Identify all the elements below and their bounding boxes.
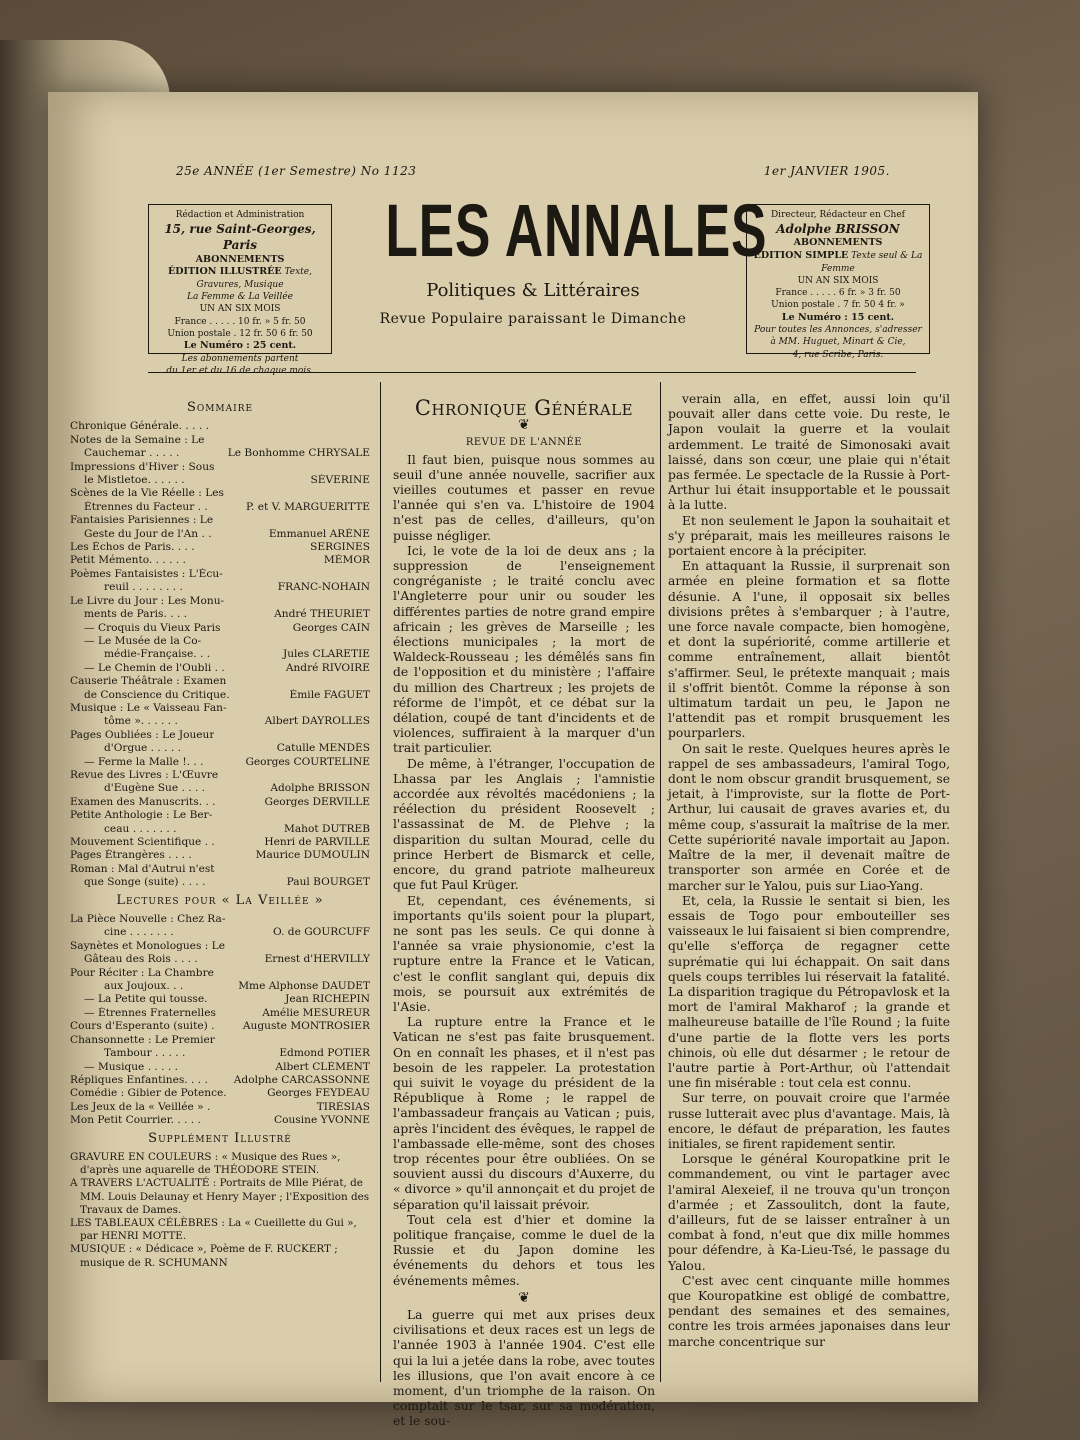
chronique-paragraph: De même, à l'étranger, l'occupation de Lhassa par les Anglais ; l'amnistie accordée aux révoltés macédoniens ; la réélection du président Roosevelt ; l'assassinat de M. de Plehve ; la disparition du sultan Mourad, celle du prince Herbert de Bismarck et celle, encore, du grand patriote malheureux que fut Paul Krüger. bbox=[393, 756, 655, 893]
sommaire-entry bbox=[70, 581, 370, 594]
entry-title: Examen des Manuscrits. . . bbox=[70, 795, 216, 808]
fleuron-ornament-icon: ❦ bbox=[518, 1289, 530, 1306]
box-text: du 1er et du 16 de chaque mois. bbox=[166, 365, 314, 376]
chronique-paragraph: Et, cela, la Russie le sentait si bien, les essais de Togo pour embouteiller ses vaisseaux le lui faisaient si bien comprendre, qu'elle s'efforça de regagner cette suprématie qui lui échappait. On sait dans quels coups terribles lui réservait la fatalité. La disparition tragique du Pétropavlosk et la mort de l'amiral Makharof ; la grande et malheureuse bataille de l'île Round ; la fuite d'une partie de la flotte vers les ports chinois, où elle dut désarmer ; le retour de l'autre partie à Port-Arthur, où l'attendait une fin misérable : tout cela est connu. bbox=[668, 893, 950, 1091]
sommaire-entry bbox=[70, 541, 370, 554]
entry-title: La Pièce Nouvelle : Chez Ra- bbox=[70, 913, 226, 926]
sommaire-entry bbox=[70, 554, 370, 567]
entry-title: Petit Mémento. . . . . . bbox=[70, 554, 186, 567]
entry-author: Jules CLARETIE bbox=[282, 648, 370, 661]
sommaire-entry bbox=[70, 823, 370, 836]
sommaire-entry bbox=[70, 622, 370, 635]
chronique-paragraph: En attaquant la Russie, il surprenait son armée en pleine formation et sa flotte désunie. A l'une, il opposait six belles divisions prêtes à s'embarquer ; à l'autre, une force navale compacte, bien homogène, et dont la supériorité, comme artillerie et comme entraînement, allait bientôt s'affirmer. Seul, le prétexte manquait ; mais il s'offrit bientôt. Comme la réponse à son ultimatum tardait un peu, le Japon ne l'attendit pas et rompit brusquement les pourparlers. bbox=[668, 559, 950, 741]
entry-title: Les Jeux de la « Veillée » . bbox=[70, 1100, 211, 1113]
sommaire-entry bbox=[70, 926, 370, 939]
date-line: 1er JANVIER 1905. bbox=[763, 164, 890, 178]
box-number-price: Le Numéro : 15 cent. bbox=[781, 311, 895, 323]
entry-author: Mme Alphonse DAUDET bbox=[238, 980, 370, 993]
entry-title: Cauchemar . . . . . bbox=[84, 447, 180, 460]
entry-title: Pour Réciter : La Chambre bbox=[70, 966, 214, 979]
entry-title: cine . . . . . . . bbox=[104, 926, 174, 939]
sommaire-entry bbox=[70, 689, 370, 702]
entry-title: Répliques Enfantines. . . . bbox=[70, 1073, 208, 1086]
entry-author: Albert DAYROLLES bbox=[264, 715, 370, 728]
entry-author: Ernest d'HERVILLY bbox=[264, 953, 370, 966]
entry-title: Chronique Générale. . . . . bbox=[70, 420, 209, 433]
entry-title: tôme ». . . . . . bbox=[104, 715, 178, 728]
box-text: Texte seul & La Femme bbox=[821, 251, 923, 274]
chronique-paragraphs bbox=[668, 392, 950, 1350]
chronique-paragraph: Lorsque le général Kouropatkine prit le commandement, ou vint le partager avec l'amiral Alexeief, il ne trouva qu'un tronçon d'armée ; et Zassoulitch, dont la faute, d'ailleurs, fut de se laisser entraîner à un combat à fond, n'eut que dix mille hommes pour défendre, à Ka-Lieu-Tsé, le passage du Yalou. bbox=[668, 1152, 950, 1273]
sommaire-entry bbox=[70, 595, 370, 608]
lectures-list bbox=[70, 913, 370, 1128]
entry-title: Geste du Jour de l'An . . bbox=[84, 527, 212, 540]
entry-title: — La Petite qui tousse. bbox=[84, 993, 208, 1006]
entry-title: d'Eugène Sue . . . . bbox=[104, 782, 206, 795]
box-text: Rédaction et Administration bbox=[175, 210, 305, 220]
box-number-price: Le Numéro : 25 cent. bbox=[183, 339, 297, 351]
box-text: Texte, Gravures, Musique bbox=[196, 267, 312, 291]
entry-author: Cousine YVONNE bbox=[273, 1114, 370, 1127]
chronique-paragraph: Il faut bien, puisque nous sommes au seuil d'une année nouvelle, sacrifier aux vieilles coutumes et passer en revue l'année qui s'en va. L'histoire de 1904 n'est pas de celles, d'ailleurs, qu'on puisse négliger. bbox=[393, 452, 655, 543]
chronique-paragraph: On sait le reste. Quelques heures après le rappel de ses ambassadeurs, l'amiral Togo, dont le nom obscur grandit brusquement, se jetait, à l'improviste, sur la flotte de Port-Arthur, lui causait de graves avaries et, du même coup, s'assurait la maîtrise de la mer. Cette supériorité navale importait au Japon. Maître de la mer, il devenait maître de transporter son armée en Corée et de marcher sur le Yalou, puis sur Liao-Yang. bbox=[668, 741, 950, 893]
entry-title: Mouvement Scientifique . . bbox=[70, 836, 215, 848]
entry-author: Edmond POTIER bbox=[279, 1047, 370, 1060]
newspaper-page bbox=[48, 92, 978, 1429]
entry-title: ceau . . . . . . . bbox=[104, 822, 177, 835]
sommaire-entry bbox=[70, 876, 370, 889]
supplement-entry: MUSIQUE : « Dédicace », Poème de F. RUCKERT ; musique de R. SCHUMANN bbox=[70, 1243, 338, 1269]
issue-line: 25e ANNÉE (1er Semestre) No 1123 bbox=[176, 164, 417, 178]
sommaire-entry bbox=[70, 863, 370, 876]
entry-title: Notes de la Semaine : Le bbox=[70, 433, 205, 446]
entry-title: Chansonnette : Le Premier bbox=[70, 1033, 215, 1046]
sommaire-entry bbox=[70, 769, 370, 782]
box-price: France . . . . . 10 fr. » 5 fr. 50 bbox=[174, 316, 306, 327]
box-text: Pour toutes les Annonces, s'adresser bbox=[754, 325, 922, 336]
entry-author: SÉVERINE bbox=[310, 474, 370, 487]
entry-author: Emmanuel ARÈNE bbox=[268, 527, 370, 540]
supplement-entry: LES TABLEAUX CÉLÈBRES : La « Cueillette du Gui », par HENRI MOTTE. bbox=[70, 1216, 357, 1243]
entry-author: MÉMOR bbox=[323, 554, 370, 567]
chronique-paragraph: C'est avec cent cinquante mille hommes que Kouropatkine est obligé de combattre, pendant des semaines et des semaines, contre les trois armées japonaises dans leur marche concentrique sur bbox=[668, 1273, 950, 1349]
chronique-paragraph: Ici, le vote de la loi de deux ans ; la suppression de l'enseignement congréganiste ; le traité conclu avec l'Angleterre pour unir ou souder les différentes parties de notre grand empire africain ; les grèves de Marseille ; les élections municipales ; la mort de Waldeck-Rousseau ; les démêlés sans fin de l'opposition et du ministère ; l'affaire du million des Chartreux ; les projets de réforme de l'impôt, et ce débat sur la délation, coupé de tant d'incidents et de violences, suffiraient à la marquer d'un trait particulier. bbox=[393, 543, 655, 756]
sommaire-entry bbox=[70, 836, 370, 849]
sommaire-entry bbox=[70, 940, 370, 953]
entry-title: Fantaisies Parisiennes : Le bbox=[70, 514, 214, 527]
entry-author: Georges COURTELINE bbox=[245, 755, 370, 768]
entry-title: — Le Musée de la Co- bbox=[84, 634, 202, 647]
entry-title: Pages Étrangères . . . . bbox=[70, 849, 192, 862]
sommaire-entry bbox=[70, 1034, 370, 1047]
box-text: La Femme & La Veillée bbox=[187, 292, 293, 303]
supplement-entry: A TRAVERS L'ACTUALITÉ : Portraits de Mlle Piérat, de MM. Louis Delaunay et Henry Mayer ; l'Exposition des Travaux de Dames. bbox=[70, 1177, 370, 1216]
sommaire-entry bbox=[70, 967, 370, 980]
sommaire-entry bbox=[70, 461, 370, 474]
entry-title: reuil . . . . . . . . bbox=[104, 581, 183, 594]
entry-title: Cours d'Esperanto (suite) . bbox=[70, 1020, 215, 1033]
entry-author: Albert CLÉMENT bbox=[275, 1060, 370, 1073]
sommaire-column bbox=[70, 397, 370, 1270]
entry-title: Impressions d'Hiver : Sous bbox=[70, 460, 215, 473]
entry-author: Amélie MESUREUR bbox=[262, 1006, 370, 1019]
supplement-list bbox=[70, 1151, 370, 1270]
sommaire-entry bbox=[70, 993, 370, 1006]
entry-author: TIRÉSIAS bbox=[316, 1100, 370, 1113]
sommaire-entry bbox=[70, 782, 370, 795]
sommaire-entry bbox=[70, 953, 370, 966]
entry-title: Pages Oubliées : Le Joueur bbox=[70, 728, 215, 741]
sommaire-title: Sommaire bbox=[186, 400, 254, 415]
box-text: Les abonnements partent bbox=[181, 353, 299, 364]
masthead-title: LES ANNALES bbox=[385, 189, 768, 272]
entry-author: Adolphe CARCASSONNE bbox=[233, 1073, 370, 1086]
entry-title: Revue des Livres : L'Œuvre bbox=[70, 768, 219, 781]
entry-author: Auguste MONTROSIER bbox=[242, 1020, 370, 1033]
box-edition: ÉDITION ILLUSTRÉE bbox=[168, 266, 282, 278]
entry-author: Georges DERVILLE bbox=[264, 795, 370, 808]
chronique-paragraph: Tout cela est d'hier et domine la politique française, comme le duel de la Russie et du Japon domine les événements du dehors et tous les événements mêmes. bbox=[393, 1212, 655, 1288]
entry-title: Musique : Le « Vaisseau Fan- bbox=[70, 701, 227, 714]
chronique-paragraph: verain alla, en effet, aussi loin qu'il pouvait aller dans cette voie. Du reste, le Japon voulait la guerre et la voulait ardemment. Le traité de Simonosaki avait laissé, dans son cœur, une plaie qui n'était pas fermée. Le spectacle de la Russie à Port-Arthur lui était insupportable et le poussait à la lutte. bbox=[668, 392, 950, 513]
box-price: Union postale . 7 fr. 50 4 fr. » bbox=[771, 300, 905, 311]
column-rule bbox=[380, 382, 381, 1382]
box-heading: ABONNEMENTS bbox=[793, 237, 883, 249]
entry-author: André RIVOIRE bbox=[285, 661, 370, 674]
entry-title: Scènes de la Vie Réelle : Les bbox=[70, 487, 224, 500]
entry-author: O. de GOURCUFF bbox=[272, 926, 370, 939]
chronique-subtitle: REVUE DE L'ANNÉE bbox=[465, 437, 583, 449]
entry-title: Poèmes Fantaisistes : L'Écu- bbox=[70, 567, 223, 580]
chronique-paragraphs bbox=[393, 453, 655, 1289]
sommaire-entry bbox=[70, 1087, 370, 1100]
box-text: Directeur, Rédacteur en Chef bbox=[770, 210, 906, 220]
sommaire-entry bbox=[70, 1074, 370, 1087]
entry-author: Georges FEYDEAU bbox=[267, 1087, 370, 1100]
entry-author: SERGINES bbox=[310, 541, 370, 554]
sommaire-entry bbox=[70, 1061, 370, 1074]
supplement-entry: GRAVURE EN COULEURS : « Musique des Rues », d'après une aquarelle de THÉODORE STEIN. bbox=[70, 1150, 341, 1177]
chronique-paragraph: La rupture entre la France et le Vatican ne s'est pas faite brusquement. On en connaît les phases, et il n'est pas besoin de les rappeler. La protestation qui suivit le voyage du président de la République à Rome ; le rappel de l'ambassadeur français au Vatican ; puis, après l'incident des évêques, le rappel de l'ambassade elle-même, sont des choses trop récentes pour être oubliées. On se souvient aussi du discours d'Auxerre, du « divorce » qu'il annonçait et du projet de séparation qu'il laissait prévoir. bbox=[393, 1015, 655, 1212]
sommaire-entry bbox=[70, 1007, 370, 1020]
entry-title: de Conscience du Critique. bbox=[84, 688, 230, 701]
box-edition: ÉDITION SIMPLE bbox=[753, 250, 849, 262]
entry-title: Causerie Théâtrale : Examen bbox=[70, 675, 227, 688]
entry-author: Henri de PARVILLE bbox=[264, 836, 370, 848]
subscription-box-simple bbox=[746, 204, 930, 360]
sommaire-list bbox=[70, 420, 370, 889]
sommaire-entry bbox=[70, 849, 370, 862]
entry-title: Tambour . . . . . bbox=[104, 1047, 186, 1060]
chronique-paragraph: Et non seulement le Japon la souhaitait et s'y préparait, mais les meilleures raisons le portaient encore à la précipiter. bbox=[668, 513, 950, 559]
chronique-continued-column bbox=[668, 392, 950, 1350]
entry-author: Adolphe BRISSON bbox=[270, 782, 370, 795]
sommaire-entry bbox=[70, 1020, 370, 1033]
entry-author: André THEURIET bbox=[274, 608, 370, 621]
sommaire-entry bbox=[70, 913, 370, 926]
sommaire-entry bbox=[70, 528, 370, 541]
lectures-title: Lectures pour « La Veillée » bbox=[116, 892, 324, 908]
entry-title: — Musique . . . . . bbox=[84, 1060, 179, 1073]
chronique-column bbox=[393, 397, 655, 1430]
entry-author: Maurice DUMOULIN bbox=[255, 849, 370, 862]
chronique-paragraph: Et, cependant, ces événements, si importants qu'ils soient pour la plupart, ne sont pas les seuls. Ce qui donne à l'année sa vraie physionomie, c'est la rupture entre la France et le Vatican, c'est le conflit sanglant qui, depuis dix mois, se poursuit aux extrémités de l'Asie. bbox=[393, 893, 655, 1014]
entry-title: Comédie : Gibier de Potence. bbox=[70, 1087, 227, 1100]
entry-title: Les Échos de Paris. . . . bbox=[70, 541, 195, 554]
column-rule bbox=[660, 382, 661, 1382]
sommaire-entry bbox=[70, 702, 370, 715]
box-text: UN AN SIX MOIS bbox=[797, 276, 879, 287]
sommaire-entry bbox=[70, 420, 370, 433]
entry-title: — Croquis du Vieux Paris bbox=[84, 621, 221, 634]
entry-title: le Mistletoe. . . . . . bbox=[84, 474, 185, 487]
fleuron-ornament-icon: ❦ bbox=[518, 417, 530, 434]
sommaire-entry bbox=[70, 756, 370, 769]
sommaire-entry bbox=[70, 434, 370, 447]
entry-author: Paul BOURGET bbox=[286, 876, 370, 889]
entry-title: aux Joujoux. . . bbox=[104, 980, 184, 993]
sommaire-entry bbox=[70, 501, 370, 514]
header-rule bbox=[148, 372, 916, 373]
masthead-subtitle: Politiques & Littéraires bbox=[426, 280, 640, 301]
entry-title: d'Orgue . . . . . bbox=[104, 742, 181, 755]
box-text: à MM. Huguet, Minart & Cie, bbox=[770, 337, 906, 348]
sommaire-entry bbox=[70, 608, 370, 621]
entry-title: médie-Française. . . bbox=[104, 648, 211, 661]
entry-author: FRANC-NOHAIN bbox=[277, 581, 370, 594]
sommaire-entry bbox=[70, 648, 370, 661]
entry-title: Le Livre du Jour : Les Monu- bbox=[70, 594, 225, 607]
entry-title: Petite Anthologie : Le Ber- bbox=[70, 809, 213, 822]
entry-author: Mahot DUTREB bbox=[284, 822, 370, 835]
sommaire-entry bbox=[70, 635, 370, 648]
sommaire-entry bbox=[70, 796, 370, 809]
entry-author: Catulle MENDÈS bbox=[276, 742, 370, 755]
entry-title: — Étrennes Fraternelles bbox=[84, 1006, 216, 1019]
chronique-title: Chronique Générale bbox=[414, 396, 634, 420]
box-heading: ABONNEMENTS bbox=[195, 253, 285, 265]
sommaire-entry bbox=[70, 474, 370, 487]
masthead bbox=[328, 189, 768, 327]
box-text: 4, rue Scribe, Paris. bbox=[792, 349, 884, 360]
sommaire-entry bbox=[70, 675, 370, 688]
entry-title: que Songe (suite) . . . . bbox=[84, 876, 206, 889]
entry-title: Roman : Mal d'Autrui n'est bbox=[70, 862, 215, 875]
sommaire-entry bbox=[70, 1101, 370, 1114]
entry-author: Émile FAGUET bbox=[289, 688, 370, 701]
entry-author: P. et V. MARGUERITTE bbox=[246, 500, 370, 513]
sommaire-entry bbox=[70, 487, 370, 500]
masthead-tagline: Revue Populaire paraissant le Dimanche bbox=[379, 311, 687, 327]
entry-title: ments de Paris. . . . bbox=[84, 608, 188, 621]
sommaire-entry bbox=[70, 715, 370, 728]
box-price: France . . . . . 6 fr. » 3 fr. 50 bbox=[775, 288, 901, 299]
entry-title: Gâteau des Rois . . . . bbox=[84, 953, 198, 966]
sommaire-entry bbox=[70, 742, 370, 755]
entry-title: Mon Petit Courrier. . . . . bbox=[70, 1114, 201, 1127]
sommaire-entry bbox=[70, 568, 370, 581]
chronique-paragraph: La guerre qui met aux prises deux civilisations et deux races est un legs de l'année 1903 à l'année 1904. C'est elle qui la lui a jetée dans la robe, avec toutes les illusions, que l'on avait encore à ce moment, d'un triomphe de la raison. On comptait sur le tsar, sur sa modération, et le sou- bbox=[393, 1307, 655, 1429]
entry-title: — Le Chemin de l'Oubli . . bbox=[84, 661, 225, 674]
entry-author: Georges CAIN bbox=[292, 621, 370, 634]
entry-author: Jean RICHEPIN bbox=[285, 993, 370, 1006]
sommaire-entry bbox=[70, 514, 370, 527]
sommaire-entry bbox=[70, 447, 370, 460]
supplement-title: Supplément Illustré bbox=[148, 1130, 292, 1146]
box-director: Adolphe BRISSON bbox=[776, 222, 900, 237]
box-address: 15, rue Saint-Georges, Paris bbox=[164, 222, 316, 253]
chronique-paragraph: Sur terre, on pouvait croire que l'armée russe lutterait avec plus d'avantage. Mais, là encore, le défaut de préparation, les fautes initiales, se firent rapidement sentir. bbox=[668, 1091, 950, 1151]
sommaire-entry bbox=[70, 809, 370, 822]
sommaire-entry bbox=[70, 729, 370, 742]
subscription-box-illustrated bbox=[148, 204, 332, 376]
box-price: Union postale . 12 fr. 50 6 fr. 50 bbox=[167, 328, 313, 339]
entry-author: Le Bonhomme CHRYSALE bbox=[227, 447, 370, 460]
sommaire-entry bbox=[70, 1114, 370, 1127]
box-text: UN AN SIX MOIS bbox=[199, 304, 281, 315]
entry-title: — Ferme la Malle !. . . bbox=[84, 755, 204, 768]
sommaire-entry bbox=[70, 980, 370, 993]
sommaire-entry bbox=[70, 662, 370, 675]
sommaire-entry bbox=[70, 1047, 370, 1060]
entry-title: Étrennes du Facteur . . bbox=[84, 500, 208, 513]
entry-title: Saynètes et Monologues : Le bbox=[70, 939, 225, 952]
